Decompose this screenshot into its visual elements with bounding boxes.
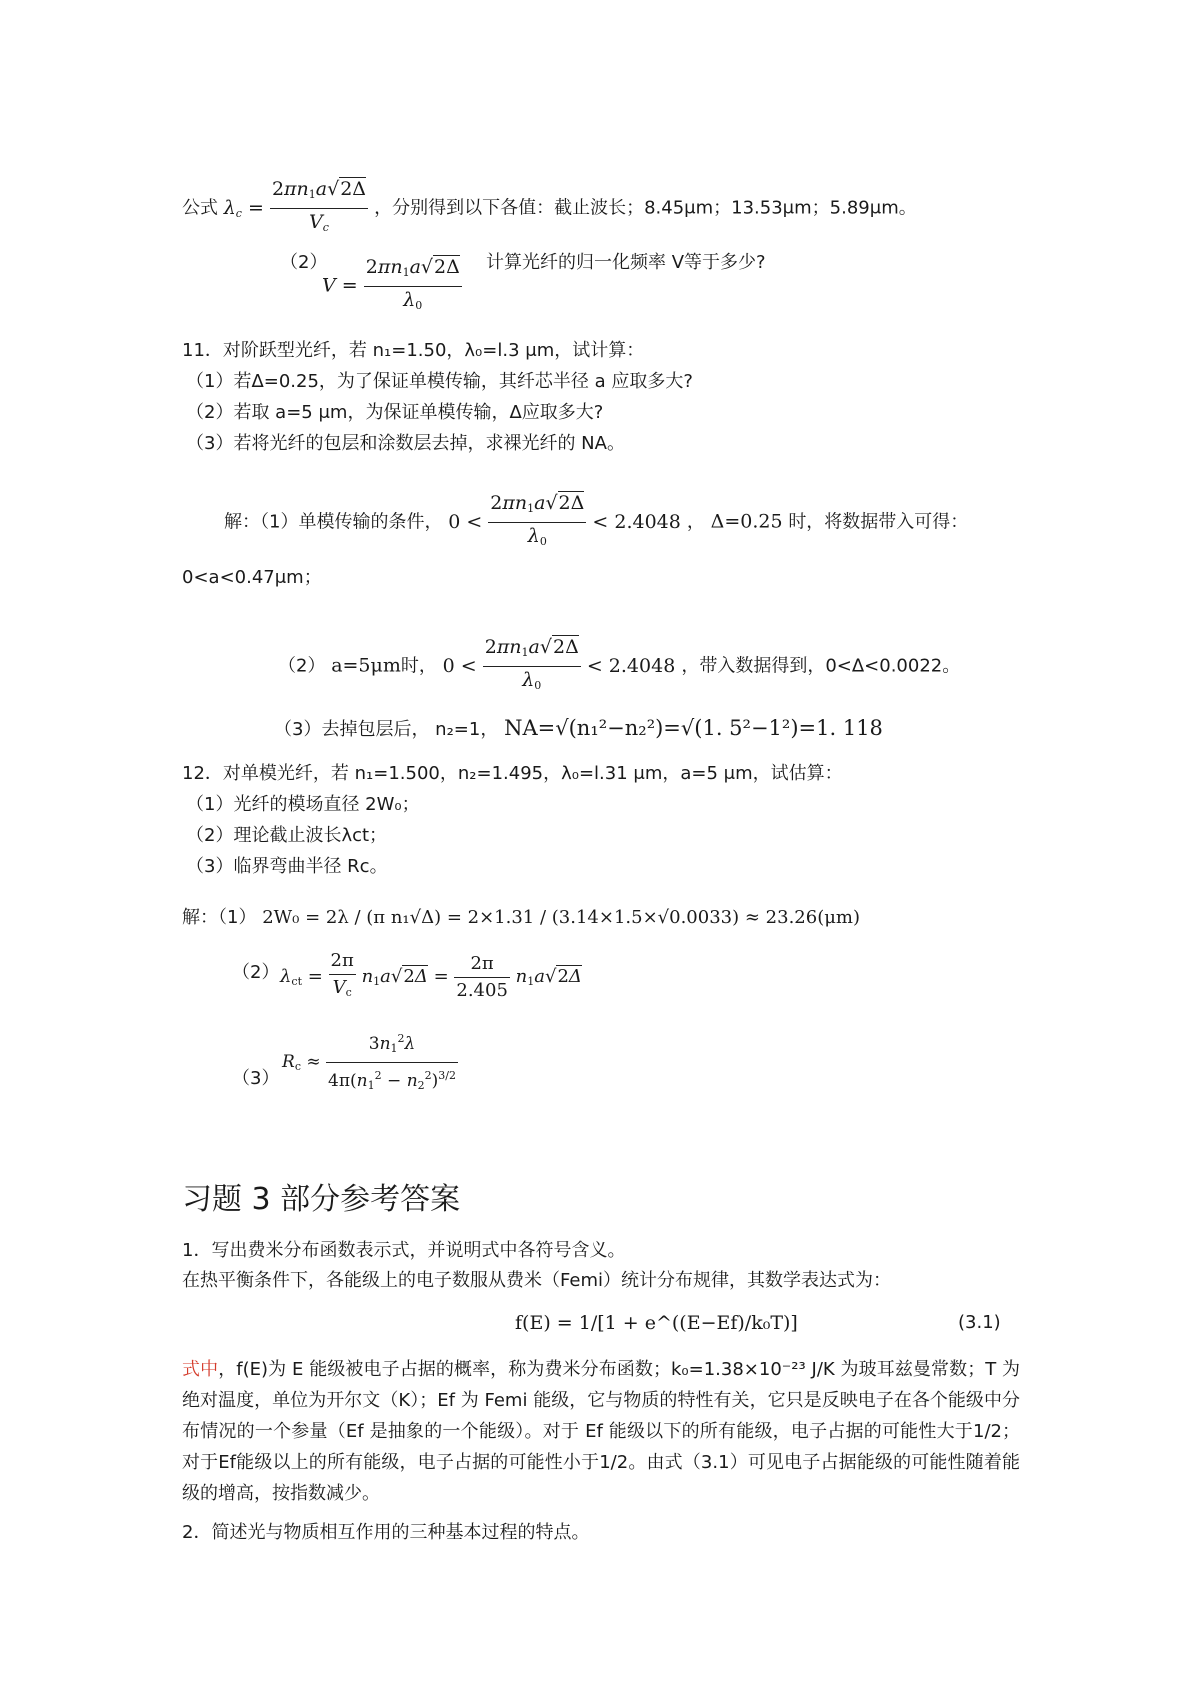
solution-11-1: 解：（1）单模传输的条件， 0 < $\frac{2\pi n_1a√2\Delta}{\lambda_0}$ < 2.4048 ， Δ=0.25 时，将数据带入可得：: [224, 492, 969, 548]
question-12-2: （2）理论截止波长λct；: [186, 825, 388, 846]
cutoff-formula: $\lambda_c$ = $\frac{2\pi n_1a√2\Delta}{V_c}$: [224, 197, 374, 219]
question-11-1: （1）若Δ=0.25，为了保证单模传输，其纤芯半径 a 应取多大?: [186, 371, 693, 392]
formula-line-cutoff: 公式 $\lambda_c$ = $\frac{2\pi n_1a√2\Delta}{V_c}$ ，分别得到以下各值：截止波长；8.45μm；13.53μm；5.89μm。: [182, 176, 917, 241]
solution-12-1: 解：（1） 2W₀ = 2λ / (π n₁√Δ) = 2×1.31 / (3.14×1.5×√0.0033) ≈ 23.26(μm): [182, 907, 861, 928]
equation-number: (3.1): [958, 1312, 1001, 1333]
solution-11-2: （2） a=5μm时， 0 < $\frac{2\pi n_1a√2\Delta}{\lambda_0}$ < 2.4048 ，带入数据得到，0<Δ<0.0022。: [278, 636, 961, 692]
solution-12-2-formula: $\lambda_{ct}$ = $\frac{2\pi}{V_c}$ $n_1a√2\Delta$ = $\frac{2\pi}{2.405}$ $n_1a√2\Delta$: [280, 950, 582, 1001]
question-v: 计算光纤的归一化频率 V等于多少?: [486, 252, 766, 273]
question-11: 11．对阶跃型光纤，若 n₁=1.50，λ₀=l.3 μm，试计算：: [182, 340, 645, 361]
fermi-explanation: 式中，f(E)为 E 能级被电子占据的概率，称为费米分布函数；k₀=1.38×10⁻²³ J/K 为玻耳兹曼常数；T 为绝对温度，单位为开尔文（K）；Ef 为 Femi 能级，它与物质的特性有关，它只是反映电子在各个能级中分布情况的一个参量（Ef 是抽象的一个能级）。对于 Ef 能级以下的所有能级，电子占据的可能性大于1/2；对于Ef能级以上的所有能级，电子占据的可能性小于1/2。由式（3.1）可见电子占据能级的可能性随着能级的增高，按指数减少。: [182, 1359, 1020, 1504]
normalized-frequency-formula: V = $\frac{2\pi n_1a√2\Delta}{\lambda_0}$: [322, 256, 460, 312]
question-12-1: （1）光纤的模场直径 2W₀；: [186, 794, 420, 815]
question-12-3: （3）临界弯曲半径 Rc。: [186, 856, 388, 877]
fermi-equation: f(E) = 1/[1 + e^((E−Ef)/k₀T)]: [515, 1312, 798, 1334]
fraction: $\frac{2\pi n_1a√2\Delta}{V_c}$: [271, 178, 367, 234]
solution-12-3-formula: $R_c$ ≈ $\frac{3n_1^2\lambda}{4\pi(n_1^2 - n_2^2)^{3/2}}$: [282, 1026, 458, 1099]
question-12: 12．对单模光纤，若 n₁=1.500，n₂=1.495，λ₀=l.31 μm，a=5 μm，试估算：: [182, 763, 843, 784]
question-1: 1．写出费米分布函数表示式，并说明式中各符号含义。: [182, 1240, 626, 1261]
question-11-2: （2）若取 a=5 μm，为保证单模传输，Δ应取多大?: [186, 402, 604, 423]
solution-11-1-result: 0<a<0.47μm；: [182, 567, 322, 588]
solution-11-3: （3）去掉包层后， n₂=1， NA=√(n₁²−n₂²)=√(1. 5²−1²)=1. 118: [274, 716, 883, 740]
solution-12-2-label: （2）: [232, 962, 280, 983]
label-2: （2）: [280, 252, 328, 273]
question-2: 2．简述光与物质相互作用的三种基本过程的特点。: [182, 1522, 590, 1543]
section-heading: 习题 3 部分参考答案: [182, 1182, 461, 1217]
solution-12-3-label: （3）: [232, 1068, 280, 1089]
fermi-intro: 在热平衡条件下，各能级上的电子数服从费米（Femi）统计分布规律，其数学表达式为：: [182, 1270, 891, 1291]
question-11-3: （3）若将光纤的包层和涂数层去掉，求裸光纤的 NA。: [186, 433, 625, 454]
